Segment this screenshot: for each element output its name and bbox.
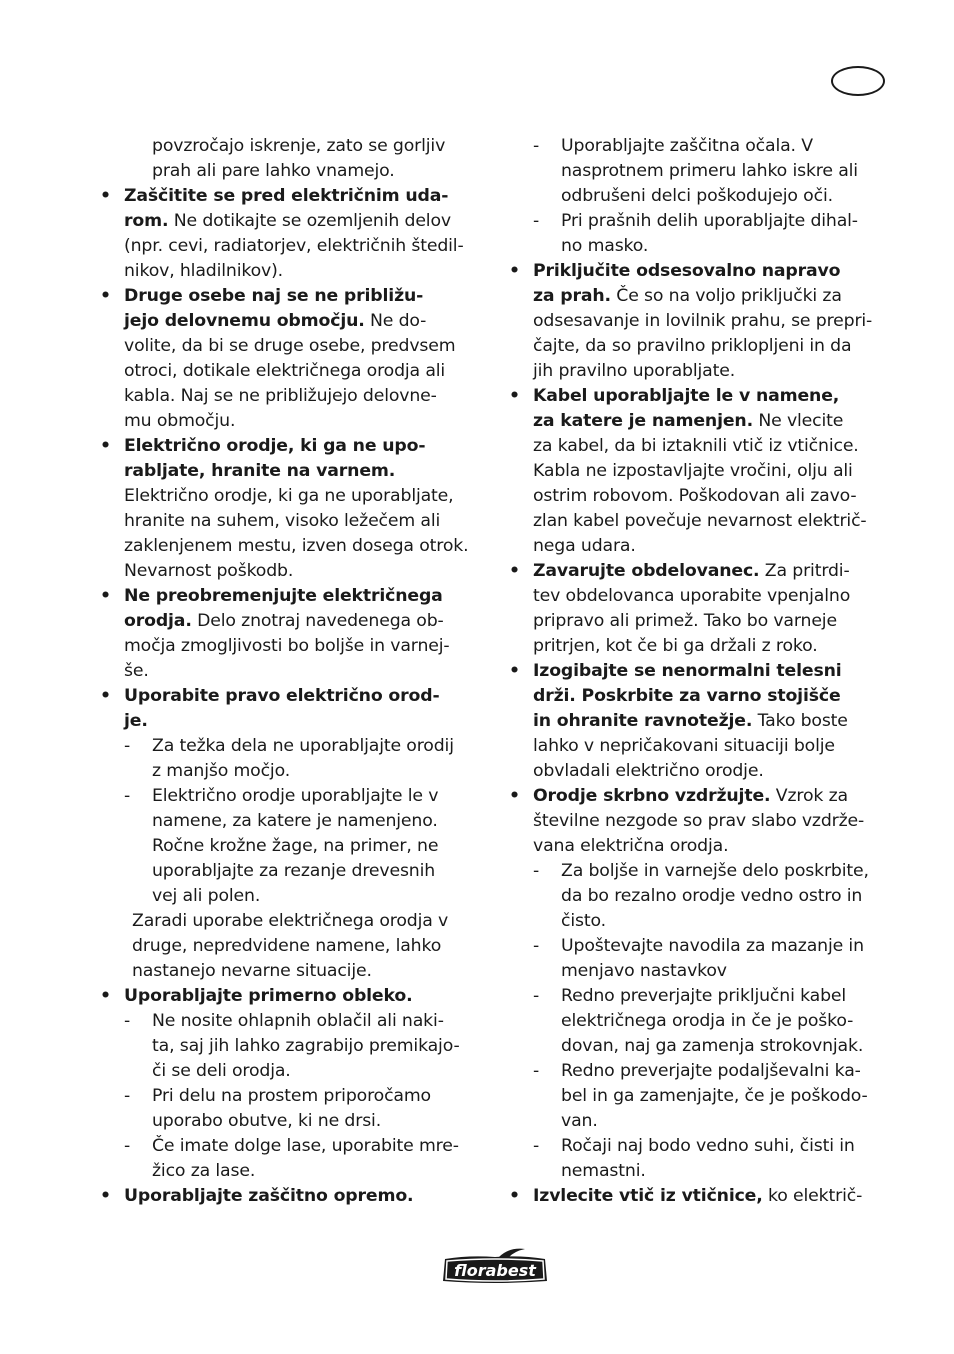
bullet-item [100, 184, 466, 209]
florabest-logo [439, 1245, 551, 1289]
bold-text: Priključite odsesovalno napravo [533, 261, 841, 281]
bullet-item [100, 434, 466, 459]
bold-text: rom. [124, 211, 169, 231]
text-segment: Ročaji naj bodo vedno suhi, čisti in [561, 1136, 855, 1156]
text-segment: Pri delu na prostem priporočamo [152, 1086, 431, 1106]
bullet-icon: • [100, 436, 111, 456]
text-line: zlan kabel povečuje nevarnost električ- [533, 511, 867, 531]
text-line: nasprotnem primeru lahko iskre ali [561, 161, 858, 181]
text-line: hranite na suhem, visoko ležečem ali [124, 511, 441, 531]
dash-icon: - [533, 136, 540, 156]
text-line: vej ali polen. [152, 886, 261, 906]
text-line: nastanejo nevarne situacije. [132, 961, 372, 981]
text-line: za kabel, da bi iztaknili vtič iz vtičnice. [533, 436, 859, 456]
text-line: druge, nepredvidene namene, lahko [132, 936, 442, 956]
bullet-icon: • [509, 1186, 520, 1206]
bullet-icon: • [100, 186, 111, 206]
text-segment: Tako boste [752, 711, 848, 731]
bold-text: Kabel uporabljajte le v namene, [533, 386, 840, 406]
text-line: pritrjen, kot če bi ga držali z roko. [533, 636, 818, 656]
text-line: obvladali električno orodje. [533, 761, 764, 781]
bullet-item [509, 384, 891, 409]
text-line: Električno orodje, ki ga ne uporabljate, [124, 486, 454, 506]
text-segment: ko električ- [762, 1186, 863, 1206]
text-line: Kabla ne izpostavljajte vročini, olju ali [533, 461, 853, 481]
text-line: nemastni. [561, 1161, 646, 1181]
dash-icon: - [124, 786, 131, 806]
sub-item [100, 784, 466, 809]
text-line: kabla. Naj se ne približujejo delovne- [124, 386, 437, 406]
bold-text: Orodje skrbno vzdržujte. [533, 786, 771, 806]
sub-item [100, 1009, 466, 1034]
bold-text: rabljate, hranite na varnem. [124, 461, 396, 481]
text-line: ta, saj jih lahko zagrabijo premikajo- [152, 1036, 460, 1056]
text-line: Nevarnost poškodb. [124, 561, 294, 581]
bullet-icon: • [100, 586, 111, 606]
bold-text: Izogibajte se nenormalni telesni [533, 661, 842, 681]
bold-text: jejo delovnemu območju. [124, 311, 365, 331]
bold-text: Zaščitite se pred električnim uda- [124, 186, 449, 206]
text-line: povzročajo iskrenje, zato se gorljiv [152, 136, 446, 156]
sub-item [509, 134, 891, 159]
dash-icon: - [124, 1086, 131, 1106]
sub-item [509, 209, 891, 234]
text-line: Ročne krožne žage, na primer, ne [152, 836, 439, 856]
sub-item [100, 1084, 466, 1109]
text-line [100, 209, 466, 234]
bullet-item [509, 259, 891, 284]
text-line: ostrim robovom. Poškodovan ali zavo- [533, 486, 857, 506]
text-line: čisto. [561, 911, 606, 931]
text-line: močja zmogljivosti bo boljše in varnej- [124, 636, 450, 656]
sub-item [509, 984, 891, 1009]
text-segment: Uporabljajte zaščitna očala. V [561, 136, 813, 156]
dash-icon: - [124, 1011, 131, 1031]
text-segment: Redno preverjajte priključni kabel [561, 986, 847, 1006]
text-line: otroci, dotikale električnega orodja ali [124, 361, 446, 381]
text-segment: Delo znotraj navedenega ob- [191, 611, 444, 631]
bullet-item [509, 1184, 891, 1209]
bold-text: Uporabljajte primerno obleko. [124, 986, 413, 1006]
bullet-item [100, 584, 466, 609]
text-segment: Za pritrdi- [759, 561, 850, 581]
bold-text: Izvlecite vtič iz vtičnice, [533, 1186, 763, 1206]
text-line [509, 709, 891, 734]
bullet-item [100, 284, 466, 309]
text-line: (npr. cevi, radiatorjev, električnih štedil- [124, 236, 464, 256]
text-line: uporabljajte za rezanje drevesnih [152, 861, 436, 881]
text-segment: Vzrok za [770, 786, 848, 806]
text-line: vana električna orodja. [533, 836, 729, 856]
bullet-icon: • [509, 786, 520, 806]
text-line: žico za lase. [152, 1161, 256, 1181]
text-segment: Pri prašnih delih uporabljajte dihal- [561, 211, 858, 231]
bullet-icon: • [509, 561, 520, 581]
text-segment: Električno orodje uporabljajte le v [152, 786, 439, 806]
dash-icon: - [533, 211, 540, 231]
text-line [100, 609, 466, 634]
bold-text: za prah. [533, 286, 611, 306]
text-line: z manjšo močjo. [152, 761, 291, 781]
sub-item [100, 734, 466, 759]
bullet-icon: • [100, 686, 111, 706]
text-line: še. [124, 661, 149, 681]
text-line: volite, da bi se druge osebe, predvsem [124, 336, 456, 356]
dash-icon: - [533, 1136, 540, 1156]
text-line: van. [561, 1111, 598, 1131]
bold-text: za katere je namenjen. [533, 411, 753, 431]
text-line: lahko v nepričakovani situaciji bolje [533, 736, 835, 756]
text-line: menjavo nastavkov [561, 961, 727, 981]
text-line: nikov, hladilnikov). [124, 261, 284, 281]
text-line: zaklenjenem mestu, izven dosega otrok. [124, 536, 469, 556]
bold-text: Druge osebe naj se ne približu- [124, 286, 424, 306]
bullet-icon: • [100, 286, 111, 306]
bold-text: Uporabite pravo električno orod- [124, 686, 440, 706]
text-segment: Če imate dolge lase, uporabite mre- [152, 1136, 459, 1156]
text-line: no masko. [561, 236, 649, 256]
dash-icon: - [533, 936, 540, 956]
bold-text: drži. Poskrbite za varno stojišče [533, 686, 841, 706]
sub-item [509, 859, 891, 884]
sub-item [509, 1059, 891, 1084]
sub-item [509, 1134, 891, 1159]
text-segment: Za težka dela ne uporabljajte orodij [152, 736, 454, 756]
text-segment: Ne vlecite [753, 411, 844, 431]
text-line: prah ali pare lahko vnamejo. [152, 161, 395, 181]
text-line: mu območju. [124, 411, 236, 431]
bullet-item [100, 984, 466, 1009]
text-line: jih pravilno uporabljate. [533, 361, 736, 381]
language-badge [831, 66, 885, 96]
dash-icon: - [124, 1136, 131, 1156]
right-column [509, 134, 891, 1209]
text-segment: Ne dotikajte se ozemljenih delov [168, 211, 451, 231]
text-line [509, 409, 891, 434]
bold-text: Električno orodje, ki ga ne upo- [124, 436, 426, 456]
text-segment: Redno preverjajte podaljševalni ka- [561, 1061, 861, 1081]
sub-item [509, 934, 891, 959]
bold-text: in ohranite ravnotežje. [533, 711, 753, 731]
text-segment: Ne do- [364, 311, 427, 331]
bullet-icon: • [100, 986, 111, 1006]
bold-text: orodja. [124, 611, 192, 631]
text-line: tev obdelovanca uporabite vpenjalno [533, 586, 851, 606]
text-line: čajte, da so pravilno priklopljeni in da [533, 336, 852, 356]
text-line: uporabo obutve, ki ne drsi. [152, 1111, 382, 1131]
bullet-icon: • [509, 261, 520, 281]
text-line: električnega orodja in če je poško- [561, 1011, 854, 1031]
text-line: pripravo ali primež. Tako bo varneje [533, 611, 837, 631]
dash-icon: - [533, 861, 540, 881]
dash-icon: - [124, 736, 131, 756]
bullet-icon: • [509, 386, 520, 406]
left-column [100, 134, 469, 1209]
text-line: dovan, naj ga zamenja strokovnjak. [561, 1036, 864, 1056]
bullet-item [509, 659, 891, 684]
bullet-item [100, 1184, 466, 1209]
text-line [100, 309, 466, 334]
text-line: odbrušeni delci poškodujejo oči. [561, 186, 833, 206]
bullet-icon: • [509, 661, 520, 681]
text-segment: Ne nosite ohlapnih oblačil ali naki- [152, 1011, 444, 1031]
text-line: namene, za katere je namenjeno. [152, 811, 438, 831]
sub-item [100, 1134, 466, 1159]
text-line: številne nezgode so prav slabo vzdrže- [533, 811, 865, 831]
logo-text: florabest [454, 1261, 536, 1280]
text-segment: Za boljše in varnejše delo poskrbite, [561, 861, 869, 881]
bold-text: Ne preobremenjujte električnega [124, 586, 443, 606]
bold-text: Zavarujte obdelovanec. [533, 561, 760, 581]
text-line [509, 284, 891, 309]
dash-icon: - [533, 986, 540, 1006]
bullet-icon: • [100, 1186, 111, 1206]
bullet-item [509, 784, 891, 809]
text-line: bel in ga zamenjajte, če je poškodo- [561, 1086, 868, 1106]
text-line: nega udara. [533, 536, 636, 556]
bold-text: Uporabljajte zaščitno opremo. [124, 1186, 414, 1206]
text-segment: Če so na voljo priključki za [610, 286, 842, 306]
dash-icon: - [533, 1061, 540, 1081]
text-line: odsesavanje in lovilnik prahu, se prepri- [533, 311, 873, 331]
text-line: Zaradi uporabe električnega orodja v [132, 911, 449, 931]
text-line: da bo rezalno orodje vedno ostro in [561, 886, 863, 906]
bold-text: je. [124, 711, 148, 731]
bullet-item [509, 559, 891, 584]
bullet-item [100, 684, 466, 709]
text-line: či se deli orodja. [152, 1061, 291, 1081]
text-segment: Upoštevajte navodila za mazanje in [561, 936, 864, 956]
